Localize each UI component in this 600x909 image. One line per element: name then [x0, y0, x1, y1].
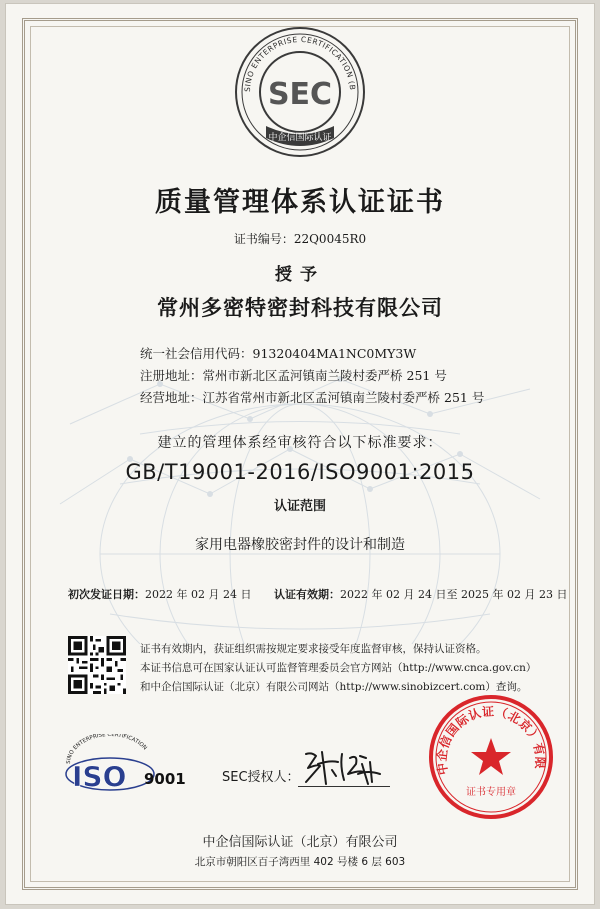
seal-ring-text: 中企信国际认证（北京）有限 [434, 704, 548, 776]
seal-center-text: 证书专用章 [466, 787, 516, 798]
credit-code-row [140, 344, 416, 362]
validity-label: 认证有效期： [274, 588, 340, 601]
initial-issue-value: 2022 年 02 月 24 日 [145, 588, 252, 601]
scope-heading: 认证范围 [273, 499, 326, 514]
sec-logo [230, 22, 370, 162]
certificate-number: 证书编号：22Q0045R0 [233, 232, 367, 246]
certificate-notes [140, 640, 536, 697]
iso-9001-badge [62, 734, 186, 796]
business-address-value: 江苏省常州市新北区孟河镇南兰陵村委严桥 251 号 [202, 390, 485, 405]
note-line: 和中企信国际认证（北京）有限公司网站（http://www.sinobizcert.com）查询。 [140, 681, 528, 693]
company-name: 常州多密特密封科技有限公司 [157, 296, 443, 320]
logo-ring-text: SINO ENTERPRISE CERTIFICATION (B [242, 34, 358, 93]
certificate [6, 4, 594, 904]
credit-code-value: 91320404MA1NC0MY3W [252, 346, 417, 361]
handwritten-signature [298, 744, 388, 790]
business-address-row [140, 388, 484, 406]
registered-address-label: 注册地址： [140, 368, 203, 383]
certificate-title: 质量管理体系认证证书 [155, 187, 445, 218]
compliance-statement: 建立的管理体系经审核符合以下标准要求： [157, 435, 443, 451]
footer-address: 北京市朝阳区百子湾西里 402 号楼 6 层 603 [194, 856, 406, 868]
iso-number-text: 9001 [144, 770, 186, 788]
iso-arc-text: SINO ENTERPRISE CERTIFICATION [65, 734, 148, 765]
standard-code: GB/T19001-2016/ISO9001:2015 [125, 460, 475, 484]
scope-text: 家用电器橡胶密封件的设计和制造 [195, 537, 405, 553]
qr-code [68, 636, 126, 694]
registered-address-value: 常州市新北区孟河镇南兰陵村委严桥 251 号 [202, 368, 447, 383]
registered-address-row [140, 366, 447, 384]
iso-main-text: ISO [72, 760, 127, 793]
note-line: 本证书信息可在国家认证认可监督管理委员会官方网站（http://www.cnca.gov.cn） [140, 662, 537, 674]
business-address-label: 经营地址： [140, 390, 203, 405]
validity-value: 2022 年 02 月 24 日至 2025 年 02 月 23 日 [340, 588, 568, 601]
granted-to-label: 授予 [275, 265, 325, 285]
red-company-seal [426, 692, 556, 822]
initial-issue-label: 初次发证日期： [68, 588, 145, 601]
logo-bottom-text: 中企信国际认证 [268, 133, 332, 143]
footer-company: 中企信国际认证（北京）有限公司 [202, 835, 398, 850]
initial-issue-date [68, 586, 251, 602]
validity-period [274, 586, 567, 602]
logo-sec-text: SEC [267, 77, 333, 112]
signer-label: SEC授权人： [222, 770, 300, 785]
note-line: 证书有效期内，获证组织需按规定要求接受年度监督审核，保持认证资格。 [140, 643, 487, 655]
credit-code-label: 统一社会信用代码： [140, 346, 253, 361]
